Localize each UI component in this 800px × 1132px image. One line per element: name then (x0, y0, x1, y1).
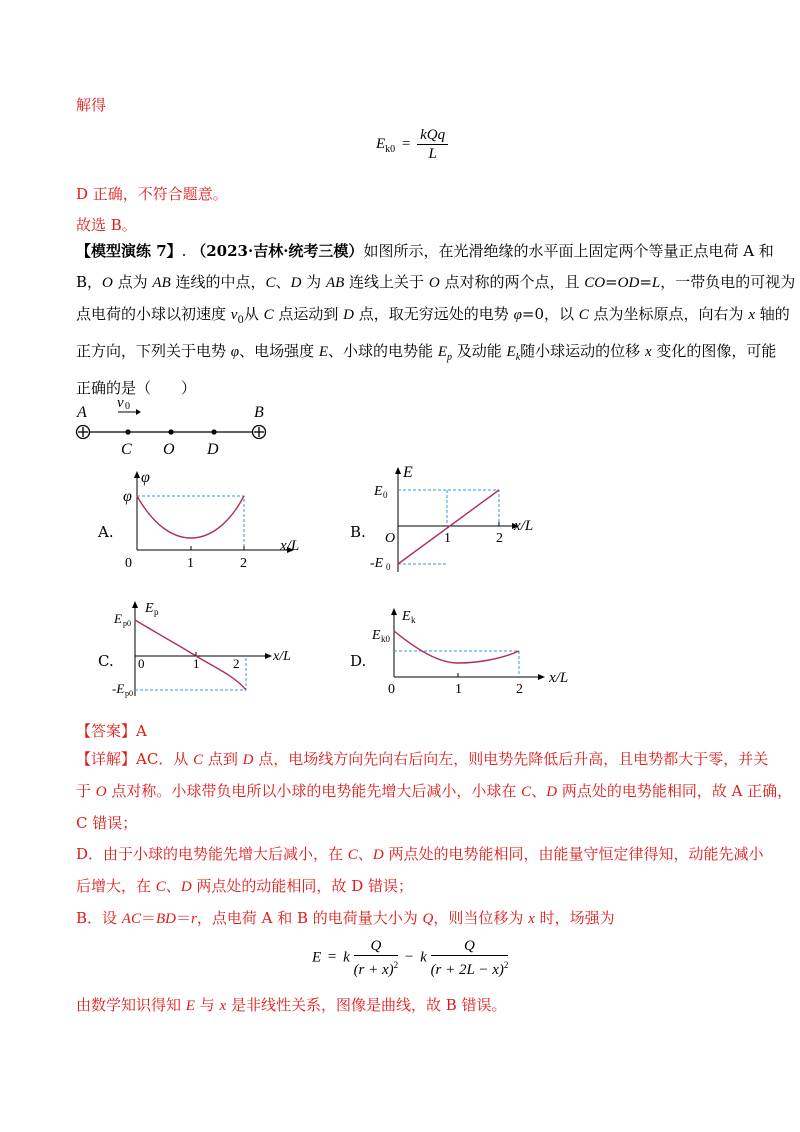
graph-b-guides-top (398, 490, 499, 526)
equation-field-strength: E = k $\frac{Q}{(r + x)^2}$ − k $\frac{Q}{(r + 2L - x)^2}$ (312, 938, 509, 978)
graph-c-curve (135, 620, 246, 690)
graph-b-ylabel: E (403, 464, 413, 481)
graph-b (368, 460, 563, 575)
option-b-label[interactable]: B. (350, 523, 366, 541)
conclusion-line: 由数学知识得知 E 与 x 是非线性关系，图像是曲线，故 B 错误。 (76, 996, 507, 1014)
graph-c-xlabel: x/L (273, 649, 291, 664)
answer-tag: 【答案】 (76, 722, 137, 740)
graph-a (115, 468, 315, 576)
graph-d-ytop: E (372, 628, 381, 643)
graph-d-xlabel: x/L (549, 670, 569, 686)
graph-d-guides (394, 651, 519, 677)
graph-d (366, 605, 586, 700)
graph-d-ylabel: E (402, 609, 411, 624)
graph-c-ylabel: E (145, 601, 154, 616)
label-v: v (117, 395, 124, 411)
label-a: A (77, 404, 87, 421)
label-c: C (121, 441, 132, 458)
graph-a-guides (137, 496, 244, 550)
charge-a-icon (77, 426, 90, 439)
graph-a-ylabel: φ (141, 469, 150, 486)
option-d-label[interactable]: D. (350, 652, 367, 670)
point-c (125, 429, 130, 434)
graph-c-ybot-sub: p0 (125, 689, 133, 698)
graph-b-xlabel: x/L (514, 518, 534, 534)
label-v-sub: 0 (125, 401, 130, 412)
fraction-1: $\frac{Q}{(r + x)^2}$ (353, 938, 399, 978)
option-a-label[interactable]: A. (98, 523, 114, 541)
graph-d-ytop-sub: k0 (381, 634, 390, 644)
graph-c-ytop-sub: p0 (123, 619, 131, 628)
charge-line-figure (66, 395, 281, 457)
charge-b-icon (253, 426, 266, 439)
equation-ek0: $E_{k0}$ = $\frac{\text{kQq}}{L}$ (376, 126, 448, 163)
fraction-kqq-l: $\frac{\text{kQq}}{L}$ (417, 126, 448, 163)
point-o (168, 429, 173, 434)
graph-b-x1: 1 (444, 531, 451, 546)
graph-b-origin: O (385, 531, 396, 546)
solve-label: 解得 (76, 96, 107, 114)
graph-c (112, 598, 315, 700)
graph-b-line (398, 490, 499, 564)
graph-d-x2: 2 (516, 682, 523, 697)
graph-c-ytop: E (114, 611, 122, 626)
point-d (211, 429, 216, 434)
label-b: B (254, 404, 264, 421)
fraction-2: $\frac{Q}{(r + 2L - x)^2}$ (430, 938, 509, 978)
graph-d-origin: 0 (388, 682, 395, 697)
option-c-label[interactable]: C. (98, 652, 114, 670)
answer-line (76, 720, 147, 742)
label-o: O (163, 441, 175, 458)
graph-d-curve (394, 631, 519, 663)
graph-a-ytick: φ (123, 488, 132, 505)
graph-c-ybot: -E (112, 681, 125, 696)
answer-value: A (136, 722, 147, 740)
graph-b-ytop-sub: 0 (383, 490, 388, 500)
graph-b-ybot: -E (370, 556, 384, 571)
graph-a-x1: 1 (187, 556, 194, 571)
d-correct-text: D 正确，不符合题意。 (76, 185, 228, 203)
graph-a-x2: 2 (240, 556, 247, 571)
graph-c-ylabel-sub: p (154, 607, 159, 617)
detail-section: 【详解】AC．从 C 点到 D 点，电场线方向先向右后向左，则电势先降低后升高，且电势都大于零，并关 于 O 点对称。小球带负电所以小球的电势能先增大后减小，小球在 C、D 两点处的电势能相同，故 A 正确， C 错误； D．由于小球的电势能先增大后减小，在 C、D 两点处的电势能相同，由能量守恒定律得知，动能先减小 后增大，在 C、D 两点处的动能相同，故 D 错误； B．设 AC＝BD＝r，点电荷 A 和 B 的电荷量大小为 Q，则当位移为 x 时，场强为 (76, 750, 793, 927)
graph-c-origin: 0 (138, 656, 145, 671)
graph-d-x1: 1 (455, 682, 462, 697)
label-d: D (207, 441, 219, 458)
graph-a-origin: 0 (125, 556, 132, 571)
graph-c-guides (135, 656, 246, 690)
graph-d-ylabel-sub: k (411, 615, 416, 625)
problem-statement: 【模型演练 7】. （2023·吉林·统考三模）如图所示，在光滑绝缘的水平面上固定两个等量正点电荷 A 和 B，O 点为 AB 连线的中点，C、D 为 AB 连线上关于 O 点对称的两个点，且 CO=OD=L，一带负电的可视为 点电荷的小球以初速度 $v_0$从 C 点运动到 D 点，取无穷远处的电势 φ=0，以 C 点为坐标原点，向右为 x 轴的 正方向，下列关于电势 φ、电场强度 E、小球的电势能 $E_p$ 及动能 $E_k$随小球运动的位移 x 变化的图像，可能 正确的是（ ） (76, 242, 796, 397)
choose-text: 故选 B。 (76, 216, 137, 234)
graph-c-x1: 1 (193, 656, 200, 671)
graph-b-ybot-sub: 0 (386, 562, 391, 572)
graph-a-xlabel: x/L (280, 538, 300, 554)
graph-c-x2: 2 (233, 656, 240, 671)
graph-b-x2: 2 (496, 531, 503, 546)
graph-b-ytop: E (374, 484, 383, 499)
graph-a-curve (137, 496, 244, 538)
